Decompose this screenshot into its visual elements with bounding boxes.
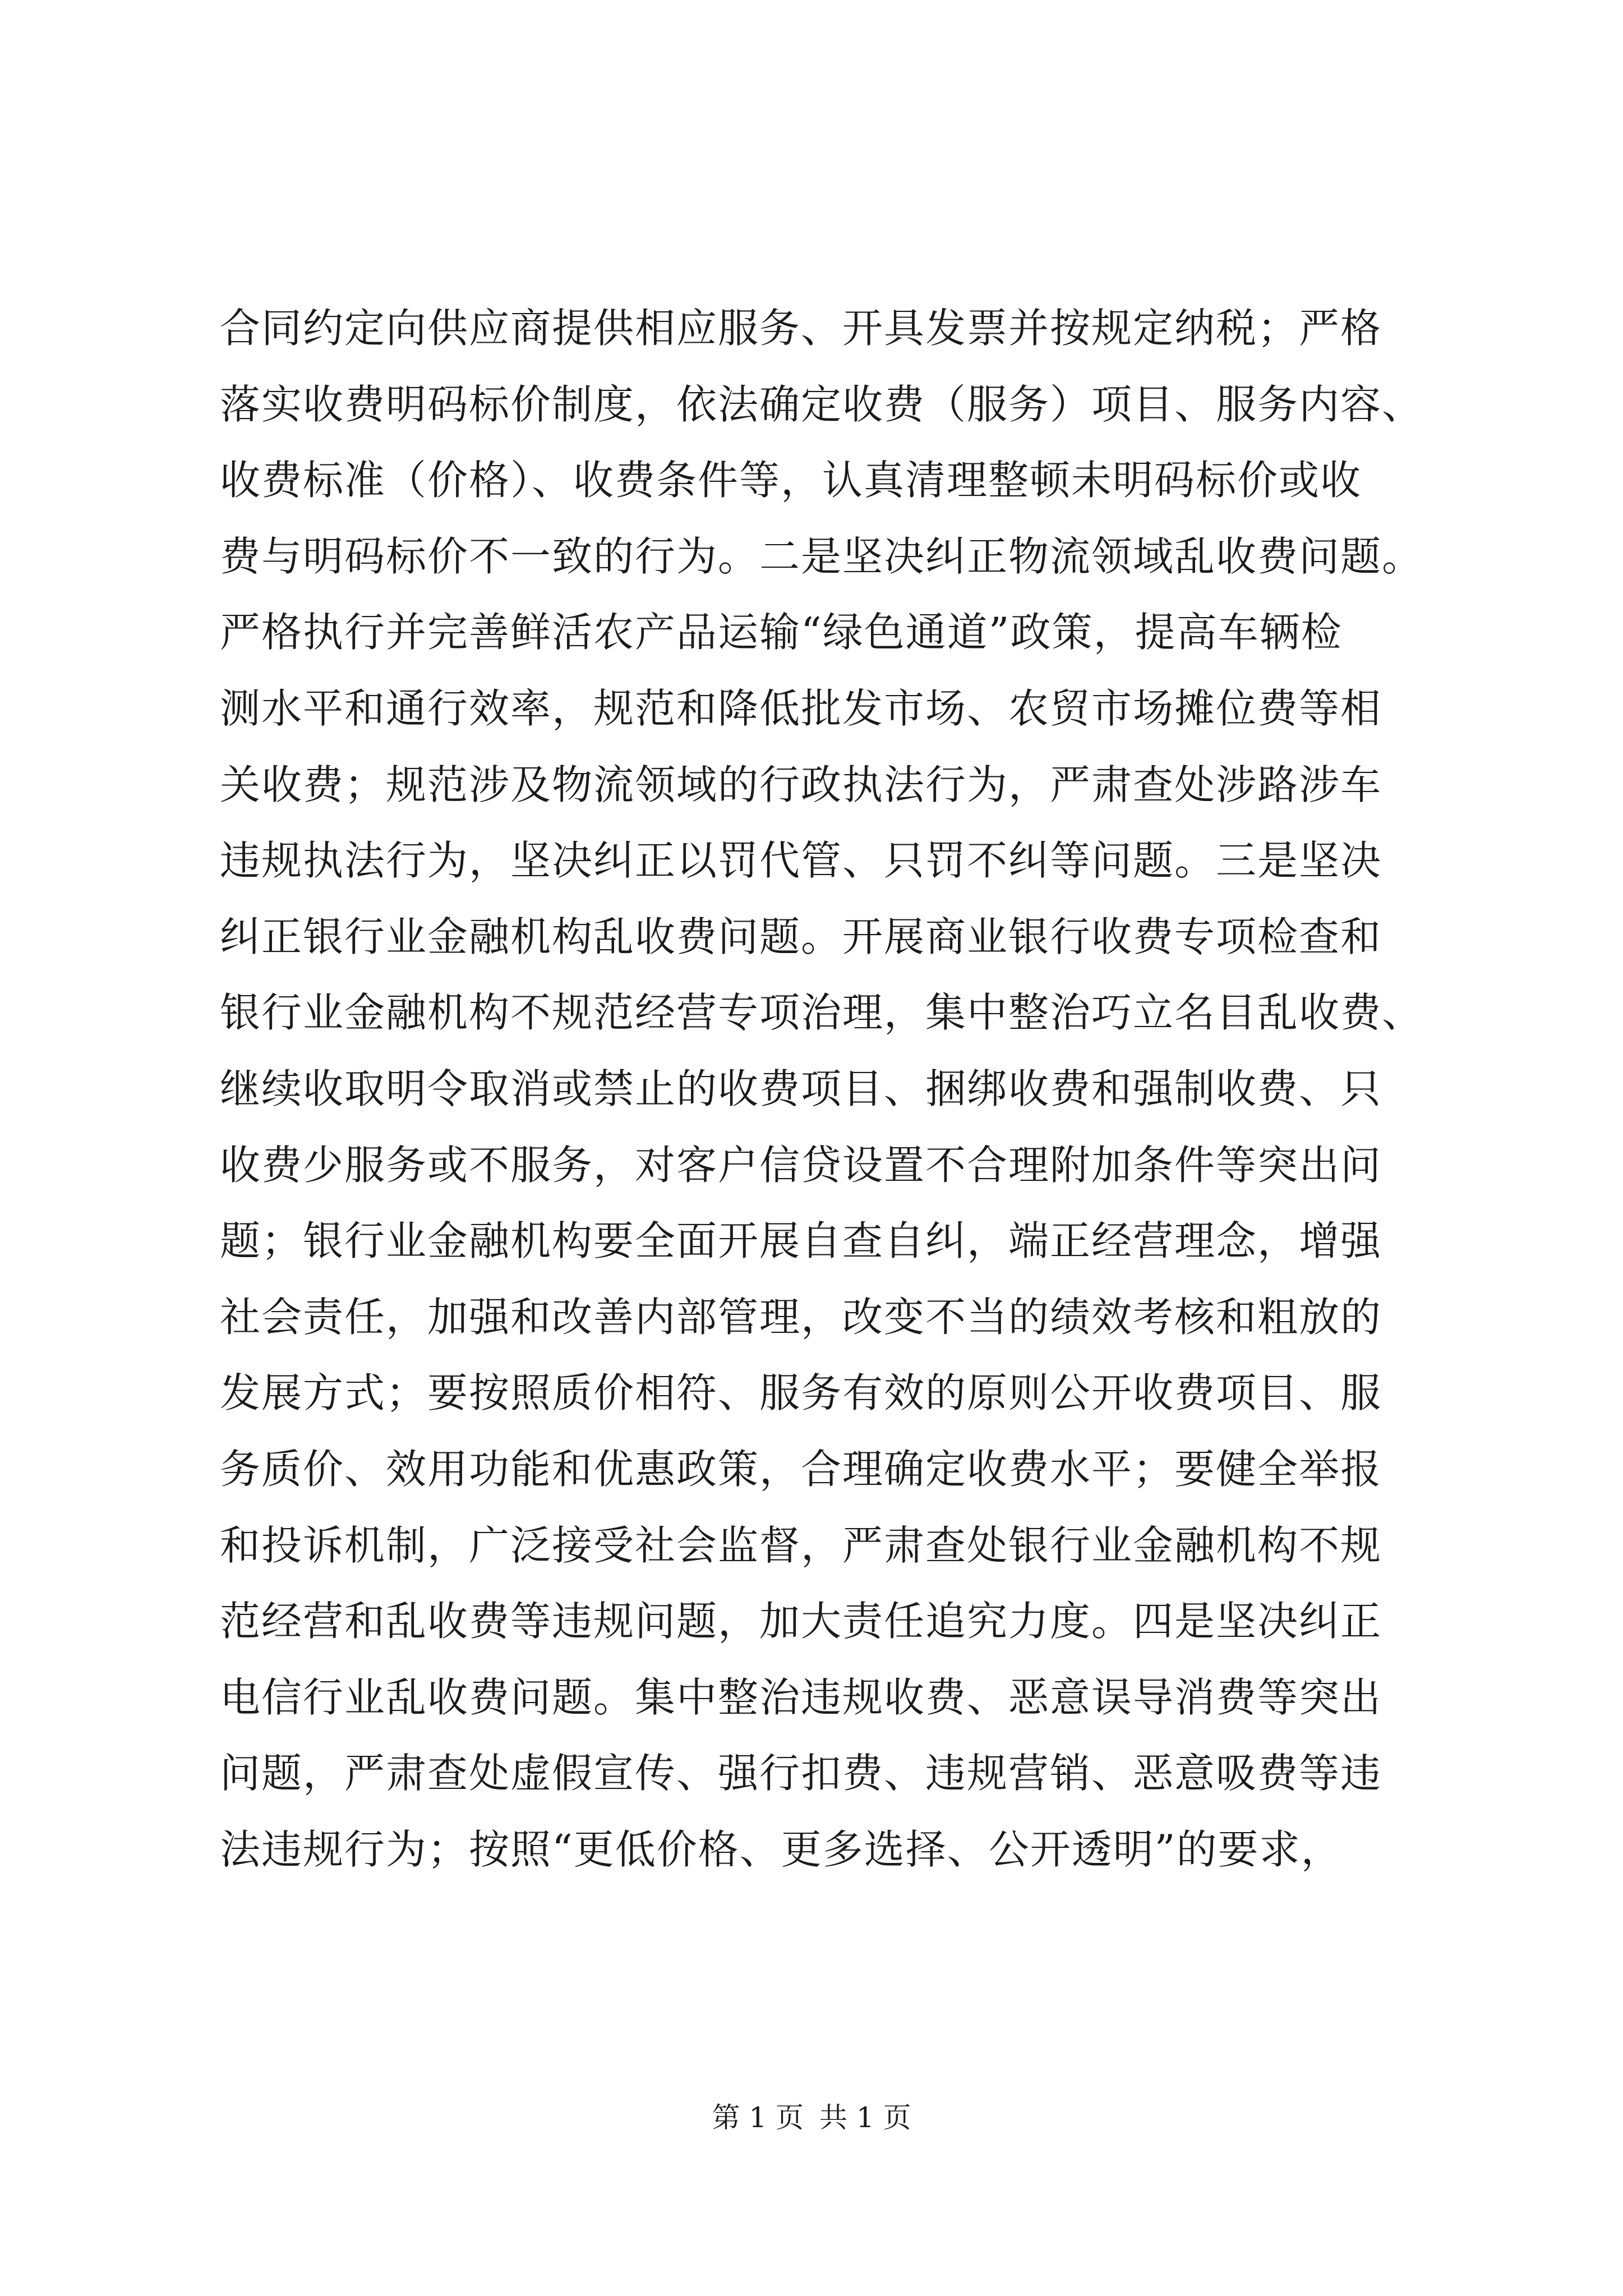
text-line: 落实收费明码标价制度，依法确定收费（服务）项目、服务内容、 xyxy=(220,380,1424,428)
page-number: 第 1 页 xyxy=(712,2101,804,2134)
text-line: 关收费；规范涉及物流领域的行政执法行为，严肃查处涉路涉车 xyxy=(220,761,1382,808)
text-line: 继续收取明令取消或禁止的收费项目、捆绑收费和强制收费、只 xyxy=(220,1065,1382,1112)
text-line: 题；银行业金融机构要全面开展自查自纠，端正经营理念，增强 xyxy=(220,1217,1382,1265)
text-line: 法违规行为；按照“更低价格、更多选择、公开透明”的要求， xyxy=(220,1825,1343,1873)
text-line: 社会责任，加强和改善内部管理，改变不当的绩效考核和粗放的 xyxy=(220,1293,1382,1341)
text-line: 和投诉机制，广泛接受社会监督，严肃查处银行业金融机构不规 xyxy=(220,1521,1382,1569)
text-line: 问题，严肃查处虚假宣传、强行扣费、违规营销、恶意吸费等违 xyxy=(220,1750,1382,1797)
page-footer xyxy=(0,2098,1623,2137)
text-line: 纠正银行业金融机构乱收费问题。开展商业银行收费专项检查和 xyxy=(220,913,1382,960)
text-line: 务质价、效用功能和优惠政策，合理确定收费水平；要健全举报 xyxy=(220,1445,1382,1493)
page-total: 共 1 页 xyxy=(819,2101,911,2134)
text-line: 严格执行并完善鲜活农产品运输“绿色通道”政策，提高车辆检 xyxy=(220,609,1343,656)
text-line: 范经营和乱收费等违规问题，加大责任追究力度。四是坚决纠正 xyxy=(220,1598,1382,1645)
text-line: 收费少服务或不服务，对客户信贷设置不合理附加条件等突出问 xyxy=(220,1141,1382,1189)
text-line: 合同约定向供应商提供相应服务、开具发票并按规定纳税；严格 xyxy=(220,305,1382,352)
text-line: 电信行业乱收费问题。集中整治违规收费、恶意误导消费等突出 xyxy=(220,1673,1382,1721)
text-line: 费与明码标价不一致的行为。二是坚决纠正物流领域乱收费问题。 xyxy=(220,532,1424,580)
body-text xyxy=(220,291,1424,1888)
text-line: 发展方式；要按照质价相符、服务有效的原则公开收费项目、服 xyxy=(220,1369,1382,1417)
text-line: 银行业金融机构不规范经营专项治理，集中整治巧立名目乱收费、 xyxy=(220,989,1424,1037)
text-line: 违规执法行为，坚决纠正以罚代管、只罚不纠等问题。三是坚决 xyxy=(220,837,1382,885)
text-line: 收费标准（价格）、收费条件等，认真清理整顿未明码标价或收 xyxy=(220,457,1362,504)
text-line: 测水平和通行效率，规范和降低批发市场、农贸市场摊位费等相 xyxy=(220,684,1382,732)
